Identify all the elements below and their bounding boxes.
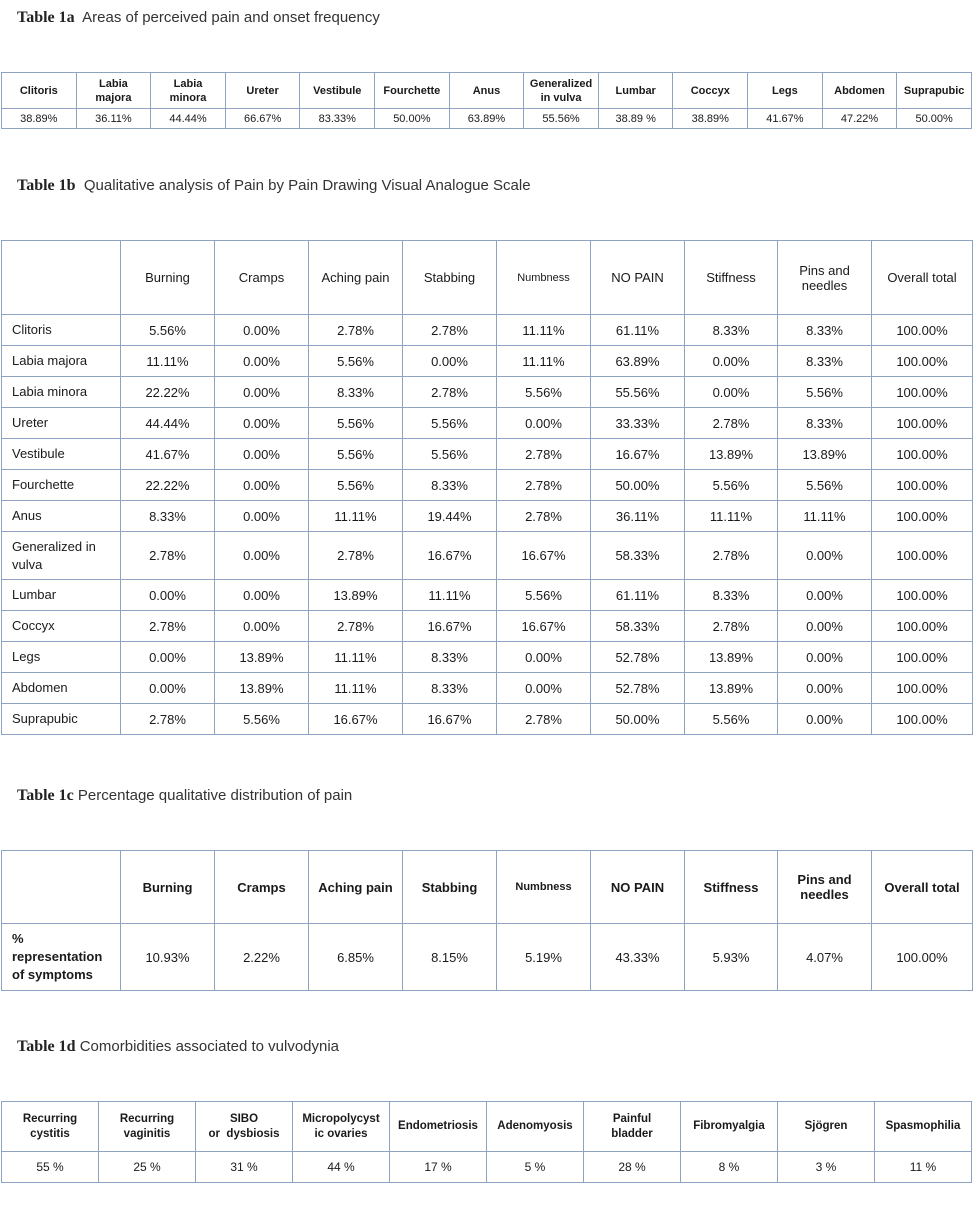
cell: 11.11% [121, 346, 215, 377]
table-1d-value: 31 % [196, 1152, 293, 1183]
cell: 16.67% [591, 439, 685, 470]
cell: 0.00% [121, 580, 215, 611]
cell: 2.22% [215, 924, 309, 991]
table-1c-header: Cramps [215, 851, 309, 924]
cell: 2.78% [497, 704, 591, 735]
cell: 2.78% [121, 704, 215, 735]
cell: 5.93% [685, 924, 778, 991]
table-1b-header: Stabbing [403, 241, 497, 315]
table-1a-header: Abdomen [822, 73, 897, 109]
cell: 63.89% [591, 346, 685, 377]
table-1d-header: Fibromyalgia [681, 1102, 778, 1152]
table-1a-value: 66.67% [225, 109, 300, 129]
cell: 0.00% [778, 704, 872, 735]
cell: 5.56% [685, 704, 778, 735]
cell: 0.00% [215, 346, 309, 377]
table-row [2, 346, 973, 377]
table-row [2, 470, 973, 501]
table-1c-header: Stiffness [685, 851, 778, 924]
row-label: Clitoris [2, 315, 121, 346]
cell: 16.67% [497, 532, 591, 580]
cell: 43.33% [591, 924, 685, 991]
table-1d-value: 17 % [390, 1152, 487, 1183]
table-1b-header: Overall total [872, 241, 973, 315]
cell: 0.00% [121, 642, 215, 673]
table-1d-header: SIBO or dysbiosis [196, 1102, 293, 1152]
cell: 13.89% [685, 439, 778, 470]
table-1a [1, 72, 972, 129]
cell: 100.00% [872, 470, 973, 501]
cell: 5.56% [497, 580, 591, 611]
cell: 2.78% [403, 377, 497, 408]
table-1c-header: Pins and needles [778, 851, 872, 924]
cell: 0.00% [778, 580, 872, 611]
cell: 4.07% [778, 924, 872, 991]
cell: 0.00% [215, 580, 309, 611]
row-label: Labia minora [2, 377, 121, 408]
cell: 2.78% [121, 611, 215, 642]
table-1d-header: Painful bladder [584, 1102, 681, 1152]
table-1c-title: Percentage qualitative distribution of pain [77, 787, 353, 804]
cell: 8.33% [403, 470, 497, 501]
cell: 8.33% [121, 501, 215, 532]
row-label: Labia majora [2, 346, 121, 377]
cell: 0.00% [497, 642, 591, 673]
table-1a-value: 83.33% [300, 109, 375, 129]
table-1a-value: 44.44% [151, 109, 226, 129]
cell: 16.67% [403, 611, 497, 642]
table-1a-value: 38.89 % [598, 109, 673, 129]
table-1a-header: Legs [748, 73, 823, 109]
table-1c-header: Burning [121, 851, 215, 924]
cell: 52.78% [591, 642, 685, 673]
table-1a-value: 63.89% [449, 109, 524, 129]
cell: 8.33% [778, 315, 872, 346]
cell: 61.11% [591, 580, 685, 611]
table-1a-value: 41.67% [748, 109, 823, 129]
table-row [2, 532, 973, 580]
table-1d-header-row [2, 1102, 972, 1152]
cell: 2.78% [685, 408, 778, 439]
table-row [2, 315, 973, 346]
table-1d-title: Comorbidities associated to vulvodynia [79, 1038, 340, 1055]
table-1d-header: Sjögren [778, 1102, 875, 1152]
table-1b-header: NO PAIN [591, 241, 685, 315]
cell: 100.00% [872, 924, 973, 991]
cell: 0.00% [215, 611, 309, 642]
table-1d-header: Recurring vaginitis [99, 1102, 196, 1152]
cell: 11.11% [685, 501, 778, 532]
table-1b-header: Numbness [497, 241, 591, 315]
table-row [2, 924, 973, 991]
table-1d-value: 55 % [2, 1152, 99, 1183]
table-1b-header: Burning [121, 241, 215, 315]
cell: 2.78% [497, 501, 591, 532]
cell: 0.00% [685, 377, 778, 408]
cell: 100.00% [872, 377, 973, 408]
table-1d-header: Adenomyosis [487, 1102, 584, 1152]
cell: 13.89% [309, 580, 403, 611]
cell: 13.89% [215, 642, 309, 673]
cell: 8.15% [403, 924, 497, 991]
cell: 0.00% [778, 611, 872, 642]
table-row [2, 611, 973, 642]
cell: 58.33% [591, 532, 685, 580]
cell: 5.56% [497, 377, 591, 408]
cell: 58.33% [591, 611, 685, 642]
table-1a-header: Suprapubic [897, 73, 972, 109]
table-1b [1, 240, 973, 735]
cell: 5.56% [403, 408, 497, 439]
table-1b-header: Cramps [215, 241, 309, 315]
cell: 8.33% [685, 315, 778, 346]
cell: 5.56% [778, 377, 872, 408]
cell: 100.00% [872, 704, 973, 735]
cell: 22.22% [121, 377, 215, 408]
table-1d-value: 5 % [487, 1152, 584, 1183]
cell: 11.11% [778, 501, 872, 532]
cell: 5.56% [309, 408, 403, 439]
cell: 13.89% [778, 439, 872, 470]
cell: 100.00% [872, 501, 973, 532]
table-1a-header: Ureter [225, 73, 300, 109]
cell: 2.78% [121, 532, 215, 580]
table-1d-label: Table 1d [17, 1038, 76, 1055]
cell: 0.00% [778, 532, 872, 580]
table-1a-header: Labia minora [151, 73, 226, 109]
cell: 0.00% [778, 642, 872, 673]
cell: 100.00% [872, 315, 973, 346]
table-row [2, 408, 973, 439]
cell: 100.00% [872, 532, 973, 580]
table-1c-header [2, 851, 121, 924]
cell: 0.00% [215, 532, 309, 580]
row-label: Legs [2, 642, 121, 673]
cell: 11.11% [497, 346, 591, 377]
table-1b-header [2, 241, 121, 315]
table-1a-header: Lumbar [598, 73, 673, 109]
table-1a-header: Anus [449, 73, 524, 109]
cell: 52.78% [591, 673, 685, 704]
table-1d-header: Micropolycyst ic ovaries [293, 1102, 390, 1152]
table-1a-header: Fourchette [375, 73, 450, 109]
cell: 100.00% [872, 673, 973, 704]
row-label: Ureter [2, 408, 121, 439]
cell: 11.11% [497, 315, 591, 346]
cell: 16.67% [403, 704, 497, 735]
table-1a-header: Generalized in vulva [524, 73, 599, 109]
table-1d [1, 1101, 972, 1183]
cell: 2.78% [403, 315, 497, 346]
row-label: Fourchette [2, 470, 121, 501]
cell: 2.78% [309, 315, 403, 346]
table-1b-header: Stiffness [685, 241, 778, 315]
table-1d-value: 8 % [681, 1152, 778, 1183]
cell: 2.78% [685, 532, 778, 580]
cell: 100.00% [872, 580, 973, 611]
cell: 22.22% [121, 470, 215, 501]
cell: 2.78% [685, 611, 778, 642]
cell: 5.56% [309, 470, 403, 501]
table-1d-header: Endometriosis [390, 1102, 487, 1152]
cell: 19.44% [403, 501, 497, 532]
row-label: % representation of symptoms [2, 924, 121, 991]
cell: 8.33% [778, 346, 872, 377]
cell: 16.67% [309, 704, 403, 735]
table-1c-header-row [2, 851, 973, 924]
cell: 36.11% [591, 501, 685, 532]
table-1c-label: Table 1c [17, 787, 74, 804]
table-1a-value: 47.22% [822, 109, 897, 129]
cell: 5.56% [309, 346, 403, 377]
cell: 5.56% [778, 470, 872, 501]
row-label: Lumbar [2, 580, 121, 611]
table-1c-header: Numbness [497, 851, 591, 924]
table-1d-value: 28 % [584, 1152, 681, 1183]
table-1a-header: Vestibule [300, 73, 375, 109]
table-row [2, 704, 973, 735]
cell: 100.00% [872, 642, 973, 673]
table-1b-label: Table 1b [17, 177, 76, 194]
cell: 2.78% [497, 439, 591, 470]
cell: 16.67% [403, 532, 497, 580]
cell: 0.00% [215, 470, 309, 501]
cell: 11.11% [309, 673, 403, 704]
cell: 5.56% [121, 315, 215, 346]
cell: 55.56% [591, 377, 685, 408]
cell: 5.56% [215, 704, 309, 735]
table-row [2, 439, 973, 470]
table-1a-value: 36.11% [76, 109, 151, 129]
cell: 8.33% [403, 642, 497, 673]
row-label: Vestibule [2, 439, 121, 470]
table-1d-value: 25 % [99, 1152, 196, 1183]
table-1d-caption [17, 1038, 339, 1056]
cell: 100.00% [872, 439, 973, 470]
cell: 0.00% [215, 439, 309, 470]
cell: 0.00% [215, 408, 309, 439]
table-1a-value: 38.89% [2, 109, 77, 129]
cell: 0.00% [215, 377, 309, 408]
cell: 5.56% [403, 439, 497, 470]
row-label: Suprapubic [2, 704, 121, 735]
cell: 33.33% [591, 408, 685, 439]
table-1a-value: 50.00% [375, 109, 450, 129]
table-1d-value: 11 % [875, 1152, 972, 1183]
table-1a-value: 38.89% [673, 109, 748, 129]
cell: 11.11% [309, 642, 403, 673]
table-1b-header: Pins and needles [778, 241, 872, 315]
cell: 44.44% [121, 408, 215, 439]
cell: 100.00% [872, 408, 973, 439]
table-1a-header: Coccyx [673, 73, 748, 109]
table-1b-header: Aching pain [309, 241, 403, 315]
cell: 0.00% [497, 408, 591, 439]
cell: 13.89% [215, 673, 309, 704]
table-1d-header: Spasmophilia [875, 1102, 972, 1152]
cell: 50.00% [591, 470, 685, 501]
cell: 2.78% [309, 611, 403, 642]
table-row [2, 501, 973, 532]
cell: 2.78% [497, 470, 591, 501]
cell: 100.00% [872, 346, 973, 377]
cell: 0.00% [778, 673, 872, 704]
cell: 5.19% [497, 924, 591, 991]
table-1d-header: Recurring cystitis [2, 1102, 99, 1152]
cell: 50.00% [591, 704, 685, 735]
cell: 0.00% [685, 346, 778, 377]
row-label: Anus [2, 501, 121, 532]
table-row [2, 580, 973, 611]
table-row [2, 377, 973, 408]
table-1a-value: 55.56% [524, 109, 599, 129]
cell: 8.33% [309, 377, 403, 408]
table-1c-header: Stabbing [403, 851, 497, 924]
row-label: Abdomen [2, 673, 121, 704]
table-1c-header: Aching pain [309, 851, 403, 924]
table-1a-title: Areas of perceived pain and onset frequency [82, 9, 380, 26]
table-1c-header: NO PAIN [591, 851, 685, 924]
table-1d-value: 44 % [293, 1152, 390, 1183]
table-1a-caption [17, 9, 380, 27]
cell: 0.00% [215, 315, 309, 346]
cell: 0.00% [121, 673, 215, 704]
cell: 8.33% [685, 580, 778, 611]
cell: 100.00% [872, 611, 973, 642]
cell: 11.11% [403, 580, 497, 611]
cell: 13.89% [685, 642, 778, 673]
cell: 61.11% [591, 315, 685, 346]
cell: 11.11% [309, 501, 403, 532]
table-1a-header: Clitoris [2, 73, 77, 109]
row-label: Coccyx [2, 611, 121, 642]
row-label: Generalized in vulva [2, 532, 121, 580]
cell: 0.00% [403, 346, 497, 377]
cell: 5.56% [685, 470, 778, 501]
table-row [2, 673, 973, 704]
table-1b-header-row [2, 241, 973, 315]
table-1b-caption [17, 177, 531, 195]
table-1c [1, 850, 973, 991]
cell: 5.56% [309, 439, 403, 470]
cell: 41.67% [121, 439, 215, 470]
cell: 13.89% [685, 673, 778, 704]
table-1a-value-row [2, 109, 972, 129]
table-1a-header-row [2, 73, 972, 109]
table-1d-value: 3 % [778, 1152, 875, 1183]
cell: 0.00% [497, 673, 591, 704]
table-row [2, 642, 973, 673]
table-1c-caption [17, 787, 352, 805]
table-1b-title: Qualitative analysis of Pain by Pain Drawing Visual Analogue Scale [83, 177, 531, 194]
cell: 8.33% [778, 408, 872, 439]
table-1a-value: 50.00% [897, 109, 972, 129]
cell: 0.00% [215, 501, 309, 532]
table-1d-value-row [2, 1152, 972, 1183]
cell: 16.67% [497, 611, 591, 642]
cell: 6.85% [309, 924, 403, 991]
cell: 10.93% [121, 924, 215, 991]
table-1c-header: Overall total [872, 851, 973, 924]
cell: 2.78% [309, 532, 403, 580]
table-1a-label: Table 1a [17, 9, 75, 26]
cell: 8.33% [403, 673, 497, 704]
table-1a-header: Labia majora [76, 73, 151, 109]
